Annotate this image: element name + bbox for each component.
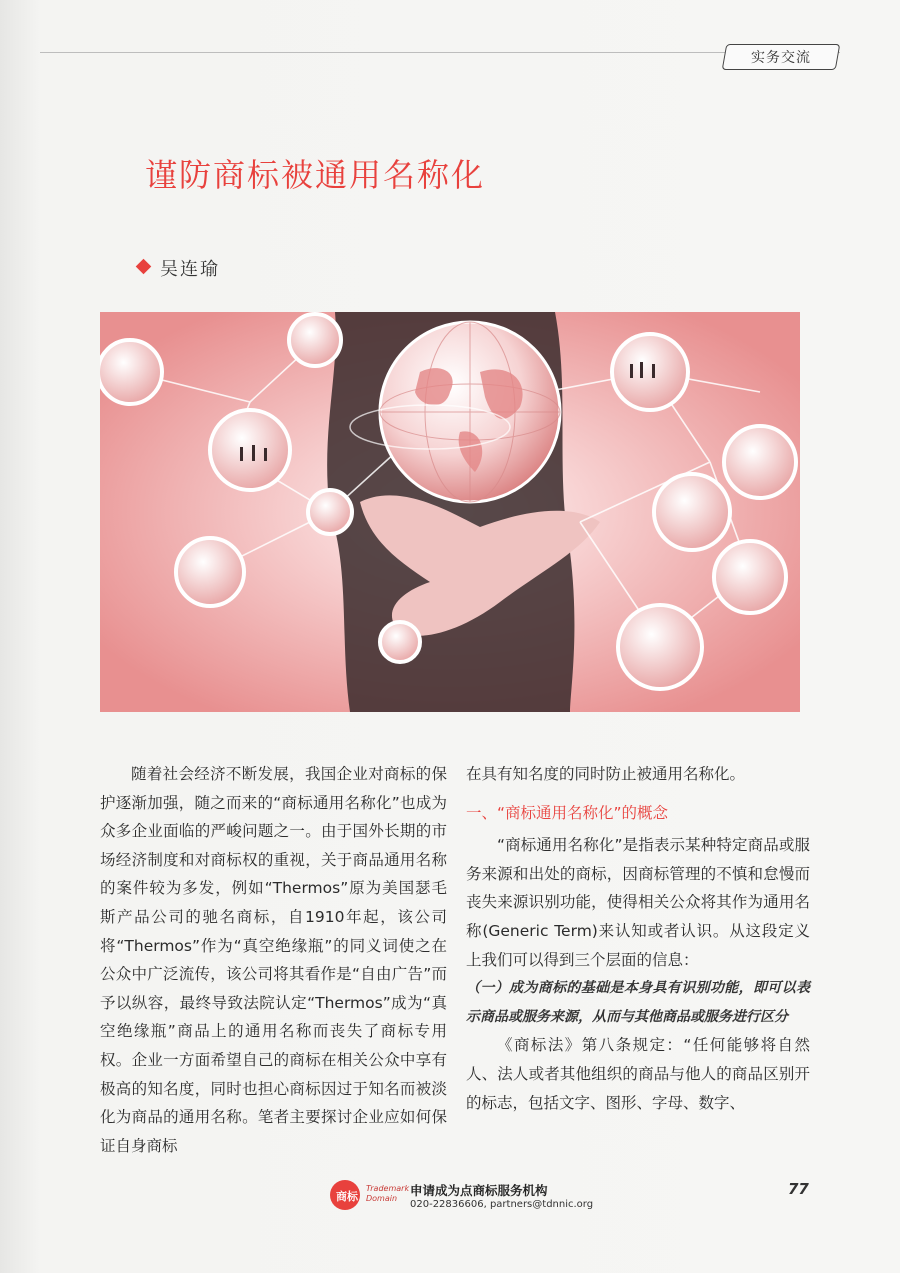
intro-continuation: 在具有知名度的同时防止被通用名称化。	[466, 765, 746, 783]
logo-en-line2: Domain	[366, 1194, 398, 1203]
article-title: 谨防商标被通用名称化	[145, 156, 486, 194]
footer	[330, 1178, 830, 1218]
subheading: （一）成为商标的基础是本身具有识别功能，即可以表示商品或服务来源，从而与其他商品或服务进行区分	[466, 980, 810, 1025]
section-tag-label: 实务交流	[751, 50, 811, 66]
header-rule	[40, 52, 840, 53]
right-column	[466, 760, 810, 1117]
trademark-domain-logo-icon	[330, 1180, 360, 1210]
intro-paragraph: 随着社会经济不断发展，我国企业对商标的保护逐渐加强，随之而来的“商标通用名称化”也成为众多企业面临的严峻问题之一。由于国外长期的市场经济制度和对商标权的重视，关于商品通用名称的案件较为多发，例如“Thermos”原为美国瑟毛斯产品公司的驰名商标，自1910年起，该公司将“Thermos”作为“真空绝缘瓶”的同义词使之在公众中广泛流传，该公司将其看作是“自由广告”而予以纵容，最终导致法院认定“Thermos”成为“真空绝缘瓶”商品上的通用名称而丧失了商标专用权。企业一方面希望自己的商标在相关公众中享有极高的知名度，同时也担心商标因过于知名而被淡化为商品的通用名称。笔者主要探讨企业应如何保证自身商标	[100, 765, 447, 1155]
logo-cn: 商标	[336, 1190, 358, 1203]
hero-image	[100, 312, 800, 712]
author-name: 吴连瑜	[160, 259, 220, 280]
logo-en	[366, 1184, 409, 1204]
section-tag	[722, 44, 841, 70]
left-column	[100, 760, 447, 1160]
diamond-bullet-icon	[136, 259, 152, 275]
footer-contact: 020-22836606, partners@tdnnic.org	[410, 1199, 594, 1210]
globe-network-illustration	[100, 312, 800, 712]
logo-en-line1: Trademark	[366, 1184, 410, 1193]
definition-paragraph: “商标通用名称化”是指表示某种特定商品或服务来源和出处的商标，因商标管理的不慎和怠慢而丧失来源识别功能，使得相关公众将其作为通用名称(Generic Term)来认知或者认识。从这段定义上我们可以得到三个层面的信息：	[466, 836, 810, 969]
law-paragraph: 《商标法》第八条规定：“任何能够将自然人、法人或者其他组织的商品与他人的商品区别开的标志，包括文字、图形、字母、数字、	[466, 1036, 810, 1112]
page-number: 77	[788, 1180, 809, 1198]
footer-promo: 申请成为点商标服务机构	[410, 1183, 548, 1198]
section-heading: 一、“商标通用名称化”的概念	[466, 803, 669, 822]
